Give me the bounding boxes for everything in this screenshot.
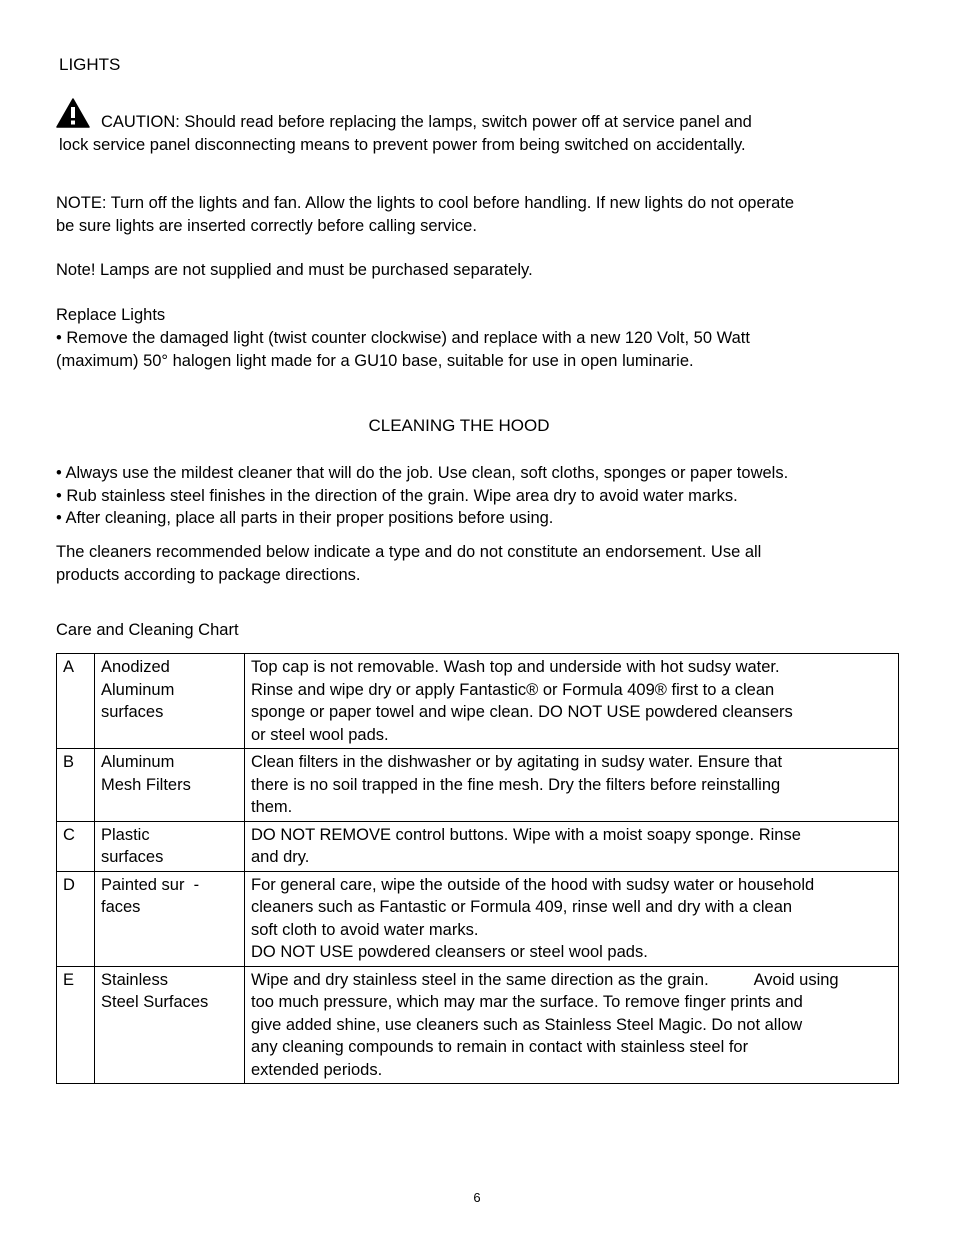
chart-title: Care and Cleaning Chart [56, 621, 239, 639]
chart-row-item [95, 871, 245, 966]
chart-description-line: any cleaning compounds to remain in contact with stainless steel for [251, 1038, 749, 1056]
caution-line-2: lock service panel disconnecting means to prevent power from being switched on accidentally. [59, 136, 746, 154]
chart-description-line: and dry. [251, 848, 310, 866]
chart-item-line: Painted sur - [101, 875, 200, 894]
chart-row-item [95, 966, 245, 1084]
chart-description-line: cleaners such as Fantastic or Formula 409, rinse well and dry with a clean [251, 898, 793, 916]
cleaning-bullet-3: • After cleaning, place all parts in their proper positions before using. [56, 509, 554, 527]
chart-row-description [245, 871, 899, 966]
chart-row-item [95, 654, 245, 749]
chart-row [57, 749, 899, 822]
lights-heading: LIGHTS [59, 55, 121, 74]
replace-lights-heading: Replace Lights [56, 306, 166, 324]
caution-line-1: CAUTION: Should read before replacing the lamps, switch power off at service panel and [101, 113, 752, 131]
chart-row-description [245, 749, 899, 822]
chart-item-line: Plastic [101, 825, 150, 844]
chart-item-line: surfaces [101, 848, 164, 866]
chart-description-line: extended periods. [251, 1060, 383, 1079]
chart-row-letter: B [57, 749, 95, 822]
chart-description-line: or steel wool pads. [251, 725, 389, 744]
chart-item-line: Steel Surfaces [101, 993, 209, 1011]
replace-lights-text: • Remove the damaged light (twist counter clockwise) and replace with a new 120 Volt, 50 Watt (maximum) 50° halogen light made for a GU10 base, suitable for use in open luminarie. [56, 329, 750, 370]
cleaning-bullet-1: • Always use the mildest cleaner that will do the job. Use clean, soft cloths, sponges or paper towels. [56, 464, 789, 482]
care-cleaning-chart [56, 653, 899, 1084]
page-number: 6 [473, 1190, 481, 1205]
chart-row [57, 654, 899, 749]
chart-row [57, 871, 899, 966]
chart-description-line: give added shine, use cleaners such as Stainless Steel Magic. Do not allow [251, 1015, 803, 1034]
note-lamps-not-supplied: Note! Lamps are not supplied and must be purchased separately. [56, 261, 533, 279]
chart-row-description [245, 821, 899, 871]
chart-description-line: too much pressure, which may mar the surface. To remove finger prints and [251, 993, 803, 1011]
chart-row-letter: A [57, 654, 95, 749]
chart-row [57, 821, 899, 871]
chart-item-line: faces [101, 898, 141, 916]
cleaning-bullet-2: • Rub stainless steel finishes in the direction of the grain. Wipe area dry to avoid water marks. [56, 487, 738, 505]
chart-item-line: Aluminum [101, 753, 175, 771]
chart-description-line: DO NOT REMOVE control buttons. Wipe with a moist soapy sponge. Rinse [251, 825, 801, 844]
chart-row-description [245, 654, 899, 749]
chart-description-line: sponge or paper towel and wipe clean. DO NOT USE powdered cleansers [251, 703, 793, 721]
chart-item-line: Anodized [101, 658, 170, 676]
chart-description-line: Top cap is not removable. Wash top and underside with hot sudsy water. [251, 658, 780, 676]
chart-row-letter: C [57, 821, 95, 871]
chart-description-line: them. [251, 798, 293, 816]
chart-description-line: soft cloth to avoid water marks. [251, 920, 479, 939]
warning-triangle-icon [56, 98, 90, 128]
chart-row-letter: E [57, 966, 95, 1084]
chart-description-line: DO NOT USE powdered cleansers or steel wool pads. [251, 943, 648, 961]
chart-item-line: Aluminum [101, 680, 175, 699]
chart-row [57, 966, 899, 1084]
chart-description-line: there is no soil trapped in the fine mesh. Dry the filters before reinstalling [251, 775, 781, 794]
chart-description-line: Clean filters in the dishwasher or by agitating in sudsy water. Ensure that [251, 753, 783, 771]
chart-description-line: Rinse and wipe dry or apply Fantastic® or Formula 409® first to a clean [251, 680, 775, 699]
cleaners-disclaimer: The cleaners recommended below indicate a type and do not constitute an endorsement. Use all products according to package directions. [56, 543, 762, 584]
chart-row-item [95, 749, 245, 822]
chart-row-letter: D [57, 871, 95, 966]
chart-description-line: Wipe and dry stainless steel in the same direction as the grain. Avoid using [251, 970, 839, 989]
chart-item-line: Mesh Filters [101, 775, 191, 794]
note-turn-off-lights: NOTE: Turn off the lights and fan. Allow the lights to cool before handling. If new lights do not operate be sure lights are inserted correctly before calling service. [56, 194, 795, 235]
chart-description-line: For general care, wipe the outside of the hood with sudsy water or household [251, 875, 815, 894]
chart-row-item [95, 821, 245, 871]
chart-item-line: surfaces [101, 703, 164, 721]
chart-row-description [245, 966, 899, 1084]
chart-item-line: Stainless [101, 970, 168, 989]
cleaning-heading: CLEANING THE HOOD [368, 416, 550, 435]
